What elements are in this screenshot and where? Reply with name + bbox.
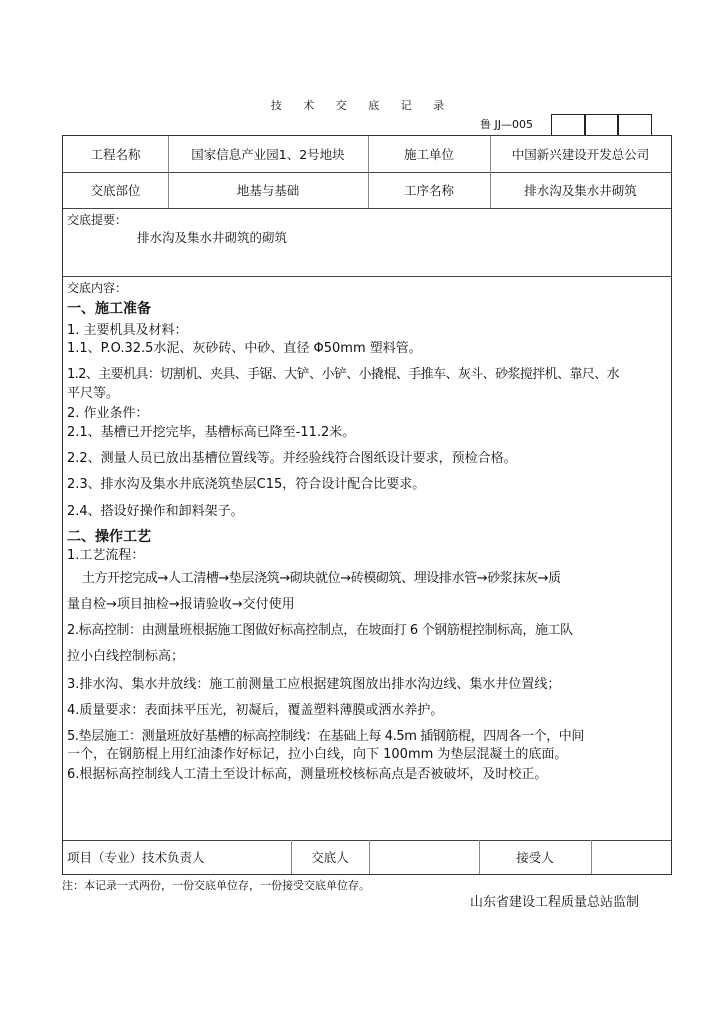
summary-text: 排水沟及集水井砌筑的砌筑 xyxy=(137,230,288,245)
section-heading: 一、施工准备 xyxy=(67,301,151,317)
content-line: 1.2、主要机具：切割机、夹具、手锯、大铲、小铲、小撬棍、手推车、灰斗、砂浆搅拌机、靠尺、水 xyxy=(67,367,620,382)
summary-label: 交底提要： xyxy=(67,213,128,227)
part-value: 地基与基础 xyxy=(236,183,300,198)
content-line: 2.3、排水沟及集水井底浇筑垫层C15，符合设计配合比要求。 xyxy=(67,477,426,492)
receiver-signature-field[interactable] xyxy=(591,840,671,874)
contractor-value: 中国新兴建设开发总公司 xyxy=(511,147,650,162)
disclosure-table xyxy=(62,135,672,875)
project-name-label: 工程名称 xyxy=(90,147,141,162)
content-line: 一个，在钢筋棍上用红油漆作好标记，拉小白线，向下 100mm 为垫层混凝土的底面。 xyxy=(67,747,568,762)
content-line: 2.标高控制：由测量班根据施工图做好标高控制点，在坡面打 6 个钢筋棍控制标高，施工队 xyxy=(67,623,573,638)
content-line: 2.4、搭设好操作和卸料架子。 xyxy=(67,504,244,519)
form-code: 鲁 JJ—005 xyxy=(480,118,533,131)
receiver-label: 接受人 xyxy=(516,850,554,865)
content-line: 1.1、P.O.32.5水泥、灰砂砖、中砂、直径 Φ50mm 塑料管。 xyxy=(67,341,422,356)
discloser-label: 交底人 xyxy=(311,850,349,865)
content-line: 量自检→项目抽检→报请验收→交付使用 xyxy=(67,597,295,612)
part-label: 交底部位 xyxy=(90,183,141,198)
process-label: 工序名称 xyxy=(403,183,454,198)
project-name-value: 国家信息产业园1、2号地块 xyxy=(191,147,345,162)
content-line: 1.工艺流程： xyxy=(67,548,145,563)
supervisor-text: 山东省建设工程质量总站监制 xyxy=(470,895,640,910)
content-line: 2.2、测量人员已放出基槽位置线等。并经验线符合图纸设计要求，预检合格。 xyxy=(67,451,517,466)
content-line: 2.1、基槽已开挖完毕，基槽标高已降至-11.2米。 xyxy=(67,425,356,440)
content-label: 交底内容： xyxy=(67,281,128,295)
content-line: 平尺等。 xyxy=(67,386,120,401)
content-line: 4.质量要求：表面抹平压光，初凝后，覆盖塑料薄膜或洒水养护。 xyxy=(67,703,444,718)
code-box xyxy=(617,114,652,136)
content-line: 土方开挖完成→人工清槽→垫层浇筑→砌块就位→砖模砌筑、埋设排水管→砂浆抹灰→质 xyxy=(67,571,561,586)
document-title: 技 术 交 底 记 录 xyxy=(270,99,454,112)
content-line: 拉小白线控制标高； xyxy=(67,649,185,664)
content-line: 6.根据标高控制线人工清土至设计标高，测量班校核标高点是否被破坏，及时校正。 xyxy=(67,767,548,782)
content-line: 2. 作业条件： xyxy=(67,406,149,421)
contractor-label: 施工单位 xyxy=(403,147,454,162)
code-box xyxy=(584,114,619,136)
content-line: 5.垫层施工：测量班放好基槽的标高控制线：在基础上每 4.5m 插钢筋棍，四周各一个，中间 xyxy=(67,729,585,744)
content-line: 3.排水沟、集水井放线：施工前测量工应根据建筑图放出排水沟边线、集水井位置线； xyxy=(67,677,561,692)
section-heading: 二、操作工艺 xyxy=(67,529,151,545)
process-value: 排水沟及集水井砌筑 xyxy=(524,183,637,198)
code-box xyxy=(551,114,586,136)
footnote: 注：本记录一式两份，一份交底单位存，一份接受交底单位存。 xyxy=(62,879,370,892)
discloser-signature-field[interactable] xyxy=(369,840,479,874)
content-line: 1. 主要机具及材料： xyxy=(67,323,188,338)
tech-lead-label: 项目（专业）技术负责人 xyxy=(67,850,205,865)
